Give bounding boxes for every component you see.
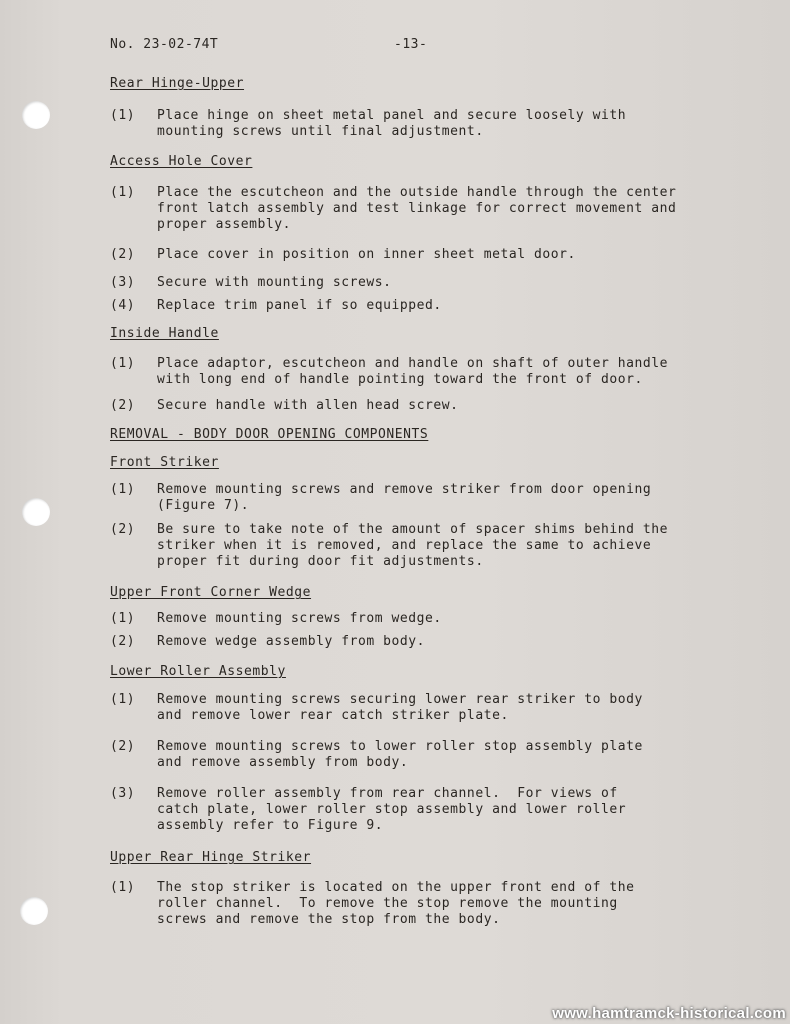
item-text: Place adaptor, escutcheon and handle on shaft of outer handle with long end of handle pointing toward the front of door. (157, 356, 668, 387)
item-number: (3) (110, 786, 136, 801)
item-number: (1) (110, 356, 136, 371)
item-number: (3) (110, 275, 136, 290)
item-text: Place cover in position on inner sheet metal door. (157, 247, 576, 262)
binder-hole-middle (22, 498, 50, 526)
item-text: Remove wedge assembly from body. (157, 634, 426, 649)
item-number: (1) (110, 108, 136, 123)
page-header (110, 37, 428, 52)
item-number: (2) (110, 398, 136, 413)
item-text: Replace trim panel if so equipped. (157, 298, 442, 313)
document-number: No. 23-02-74T (110, 37, 219, 52)
item-number: (1) (110, 482, 136, 497)
item-text: The stop striker is located on the upper front end of the roller channel. To remove the stop remove the mounting screws and remove the stop from the body. (157, 880, 635, 927)
item-text: Remove mounting screws to lower roller stop assembly plate and remove assembly from body. (157, 739, 643, 770)
binder-hole-bottom (20, 897, 48, 925)
item-number: (2) (110, 739, 136, 754)
section-heading: Access Hole Cover (110, 154, 253, 169)
item-text: Place the escutcheon and the outside handle through the center front latch assembly and test linkage for correct movement and proper assembly. (157, 185, 677, 232)
item-number: (4) (110, 298, 136, 313)
item-text: Secure handle with allen head screw. (157, 398, 459, 413)
site-watermark: www.hamtramck-historical.com (552, 1005, 786, 1022)
page-number: -13- (394, 37, 428, 52)
item-text: Be sure to take note of the amount of spacer shims behind the striker when it is removed, and replace the same to achieve proper fit during door fit adjustments. (157, 522, 668, 569)
item-text: Place hinge on sheet metal panel and secure loosely with mounting screws until final adjustment. (157, 108, 627, 139)
item-text: Secure with mounting screws. (157, 275, 392, 290)
removal-heading: REMOVAL - BODY DOOR OPENING COMPONENTS (110, 427, 429, 442)
item-number: (1) (110, 185, 136, 200)
item-number: (2) (110, 247, 136, 262)
item-text: Remove mounting screws from wedge. (157, 611, 442, 626)
binder-hole-top (22, 101, 50, 129)
item-text: Remove mounting screws securing lower rear striker to body and remove lower rear catch striker plate. (157, 692, 643, 723)
item-number: (1) (110, 880, 136, 895)
item-number: (2) (110, 522, 136, 537)
item-text: Remove roller assembly from rear channel. For views of catch plate, lower roller stop assembly and lower roller assembly refer to Figure 9. (157, 786, 627, 833)
section-heading: Upper Front Corner Wedge (110, 585, 312, 600)
item-number: (1) (110, 611, 136, 626)
section-heading: Inside Handle (110, 326, 219, 341)
item-number: (2) (110, 634, 136, 649)
section-heading: Rear Hinge-Upper (110, 76, 245, 91)
section-heading: Upper Rear Hinge Striker (110, 850, 312, 865)
item-text: Remove mounting screws and remove striker from door opening (Figure 7). (157, 482, 652, 513)
item-number: (1) (110, 692, 136, 707)
section-heading: Front Striker (110, 455, 219, 470)
section-heading: Lower Roller Assembly (110, 664, 286, 679)
